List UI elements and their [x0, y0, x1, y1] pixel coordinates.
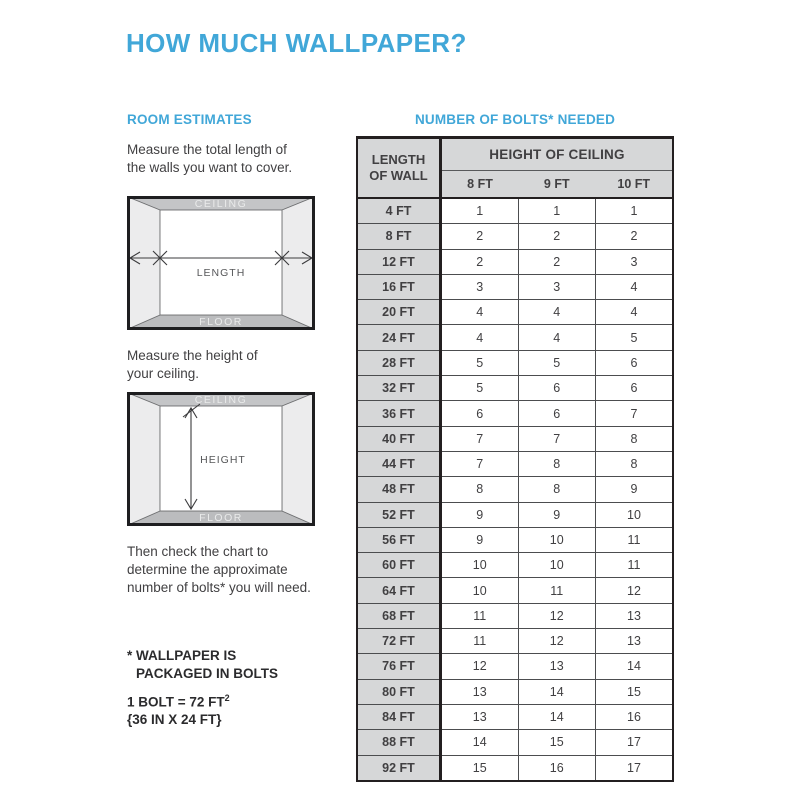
wall-length-label: 68 FT	[357, 603, 441, 628]
bolt-count-cell: 11	[596, 527, 674, 552]
page-title: HOW MUCH WALLPAPER?	[126, 28, 467, 58]
bolt-count-cell: 17	[596, 730, 674, 755]
table-row	[357, 502, 673, 527]
bolt-count-cell: 1	[518, 198, 596, 224]
bolt-count-cell: 7	[518, 426, 596, 451]
bolt-count-cell: 2	[518, 224, 596, 249]
bolt-count-cell: 5	[596, 325, 674, 350]
bolt-count-cell: 3	[441, 274, 519, 299]
bolt-count-cell: 11	[518, 578, 596, 603]
table-row	[357, 755, 673, 781]
bolt-count-cell: 10	[441, 553, 519, 578]
bolt-count-cell: 2	[441, 249, 519, 274]
bolt-count-cell: 1	[596, 198, 674, 224]
table-row	[357, 300, 673, 325]
wall-length-label: 40 FT	[357, 426, 441, 451]
column-header-9ft: 9 FT	[518, 171, 596, 199]
bolt-count-cell: 17	[596, 755, 674, 781]
table-row	[357, 578, 673, 603]
bolt-dimensions: {36 IN X 24 FT}	[127, 712, 222, 727]
bolt-count-cell: 7	[441, 426, 519, 451]
table-row	[357, 730, 673, 755]
wall-length-label: 4 FT	[357, 198, 441, 224]
bolt-count-cell: 10	[596, 502, 674, 527]
floor-label: FLOOR	[199, 316, 243, 328]
table-row	[357, 654, 673, 679]
step3-line1: Then check the chart to	[127, 544, 269, 559]
ceiling-label: CEILING	[194, 198, 248, 210]
height-of-ceiling-header: HEIGHT OF CEILING	[441, 138, 674, 171]
bolt-count-cell: 10	[441, 578, 519, 603]
table-row	[357, 477, 673, 502]
bolt-count-cell: 11	[441, 603, 519, 628]
bolt-count-cell: 10	[518, 553, 596, 578]
bolt-count-cell: 1	[476, 204, 484, 219]
wall-length-label: 16 FT	[357, 274, 441, 299]
wall-length-label: 64 FT	[357, 578, 441, 603]
table-row	[357, 629, 673, 654]
bolt-count-cell: 11	[596, 553, 674, 578]
bolt-count-cell: 14	[596, 654, 674, 679]
bolt-count-cell: 5	[518, 350, 596, 375]
bolt-count-cell: 2	[596, 224, 674, 249]
bolt-count-cell: 9	[441, 502, 519, 527]
bolt-count-cell: 13	[441, 704, 519, 729]
wall-length-label: 32 FT	[357, 376, 441, 401]
footnote-line1: * WALLPAPER IS	[127, 647, 237, 663]
length-of-wall-line1: LENGTH	[371, 152, 426, 167]
back-wall-surface	[160, 210, 282, 315]
bolt-count-cell: 8	[596, 451, 674, 476]
bolt-count-cell: 4	[518, 325, 596, 350]
bolt-count-cell: 4	[441, 300, 519, 325]
bolt-count-cell: 8	[441, 477, 519, 502]
bolt-count-cell: 15	[518, 730, 596, 755]
bolt-count-cell: 16	[596, 704, 674, 729]
wall-length-label: 56 FT	[357, 527, 441, 552]
bolt-count-cell: 4	[518, 300, 596, 325]
bolt-count-cell: 5	[441, 350, 519, 375]
wall-length-label: 76 FT	[357, 654, 441, 679]
bolt-count-cell: 3	[596, 249, 674, 274]
step3-instructions	[127, 543, 357, 597]
bolt-count-cell: 7	[441, 451, 519, 476]
table-row	[357, 274, 673, 299]
bolt-count-cell: 5	[441, 376, 519, 401]
table-row	[357, 704, 673, 729]
bolts-table-body	[357, 198, 673, 781]
step1-line1: Measure the total length of	[127, 142, 287, 157]
bolt-count-cell: 14	[518, 704, 596, 729]
bolt-count-cell: 9	[518, 502, 596, 527]
wall-length-label: 72 FT	[357, 629, 441, 654]
bolt-count-cell: 13	[518, 654, 596, 679]
length-of-wall-line2: OF WALL	[369, 168, 428, 183]
footnote-line2: PACKAGED IN BOLTS	[136, 665, 279, 681]
table-row	[357, 527, 673, 552]
bolt-count-cell: 9	[441, 527, 519, 552]
right-wall-surface	[282, 393, 314, 525]
table-row	[357, 679, 673, 704]
bolt-count-cell: 2	[518, 249, 596, 274]
wall-length-label: 80 FT	[357, 679, 441, 704]
table-row	[357, 224, 673, 249]
bolt-equation-superscript: 2	[224, 692, 230, 703]
step1-line2: the walls you want to cover.	[127, 160, 293, 175]
bolt-count-cell: 4	[596, 274, 674, 299]
table-row	[357, 426, 673, 451]
bolt-count-cell: 16	[518, 755, 596, 781]
left-wall-surface	[128, 393, 160, 525]
bolts-table	[356, 136, 674, 782]
table-row	[357, 451, 673, 476]
bolt-equation: 1 BOLT = 72 FT	[127, 694, 225, 709]
wall-length-label: 8 FT	[357, 224, 441, 249]
wall-length-label: 36 FT	[357, 401, 441, 426]
bolts-needed-heading: NUMBER OF BOLTS* NEEDED	[414, 112, 616, 127]
room-length-diagram	[127, 196, 315, 330]
wall-length-label: 84 FT	[357, 704, 441, 729]
bolt-count-cell: 13	[441, 679, 519, 704]
bolt-count-cell: 6	[518, 401, 596, 426]
column-header-8ft: 8 FT	[441, 171, 519, 199]
bolt-count-cell: 3	[518, 274, 596, 299]
wall-length-label: 44 FT	[357, 451, 441, 476]
wall-length-label: 60 FT	[357, 553, 441, 578]
wall-length-label: 48 FT	[357, 477, 441, 502]
wall-length-label: 20 FT	[357, 300, 441, 325]
bolt-count-cell: 15	[596, 679, 674, 704]
wall-length-label: 92 FT	[357, 755, 441, 781]
table-row	[357, 198, 673, 224]
bolt-count-cell: 6	[596, 350, 674, 375]
bolt-size-info	[127, 689, 357, 730]
step3-line2: determine the approximate	[127, 562, 288, 577]
table-row	[357, 249, 673, 274]
bolt-count-cell: 8	[518, 451, 596, 476]
table-row	[357, 401, 673, 426]
bolt-count-cell: 13	[596, 629, 674, 654]
bolt-count-cell: 6	[441, 401, 519, 426]
bolt-count-cell: 12	[441, 654, 519, 679]
bolt-count-cell: 9	[596, 477, 674, 502]
bolt-count-cell: 8	[596, 426, 674, 451]
table-row	[357, 376, 673, 401]
step1-instructions	[127, 141, 347, 177]
bolt-count-cell: 14	[518, 679, 596, 704]
step2-line2: your ceiling.	[127, 366, 200, 381]
ceiling-height-diagram	[127, 392, 315, 526]
room-estimates-heading: ROOM ESTIMATES	[127, 112, 252, 127]
bolt-count-cell: 13	[596, 603, 674, 628]
bolt-count-cell: 15	[441, 755, 519, 781]
column-header-10ft: 10 FT	[596, 171, 674, 199]
bolt-count-cell: 12	[518, 603, 596, 628]
step3-line3: number of bolts* you will need.	[127, 580, 311, 595]
table-row	[357, 350, 673, 375]
wall-length-label: 24 FT	[357, 325, 441, 350]
table-row	[357, 603, 673, 628]
wall-length-label: 12 FT	[357, 249, 441, 274]
length-measure-label: LENGTH	[196, 267, 246, 279]
bolt-count-cell: 10	[518, 527, 596, 552]
wall-length-label: 88 FT	[357, 730, 441, 755]
bolt-count-cell: 11	[441, 629, 519, 654]
length-of-wall-header	[357, 138, 441, 199]
bolts-footnote	[127, 647, 357, 683]
bolt-count-cell: 4	[596, 300, 674, 325]
bolt-count-cell: 8	[518, 477, 596, 502]
bolt-count-cell: 4	[441, 325, 519, 350]
height-measure-label: HEIGHT	[200, 454, 246, 466]
bolt-count-cell: 6	[518, 376, 596, 401]
bolt-count-cell: 7	[596, 401, 674, 426]
bolts-table-container	[356, 136, 674, 782]
bolts-table-header	[357, 138, 673, 199]
wall-length-label: 52 FT	[357, 502, 441, 527]
bolt-count-cell: 12	[518, 629, 596, 654]
table-row	[357, 325, 673, 350]
bolt-count-cell: 2	[441, 224, 519, 249]
ceiling-label: CEILING	[194, 394, 248, 406]
step2-line1: Measure the height of	[127, 348, 258, 363]
table-row	[357, 553, 673, 578]
wall-length-label: 28 FT	[357, 350, 441, 375]
bolt-count-cell: 14	[441, 730, 519, 755]
bolt-count-cell: 6	[596, 376, 674, 401]
floor-label: FLOOR	[199, 512, 243, 524]
bolt-count-cell: 12	[596, 578, 674, 603]
step2-instructions	[127, 347, 347, 383]
